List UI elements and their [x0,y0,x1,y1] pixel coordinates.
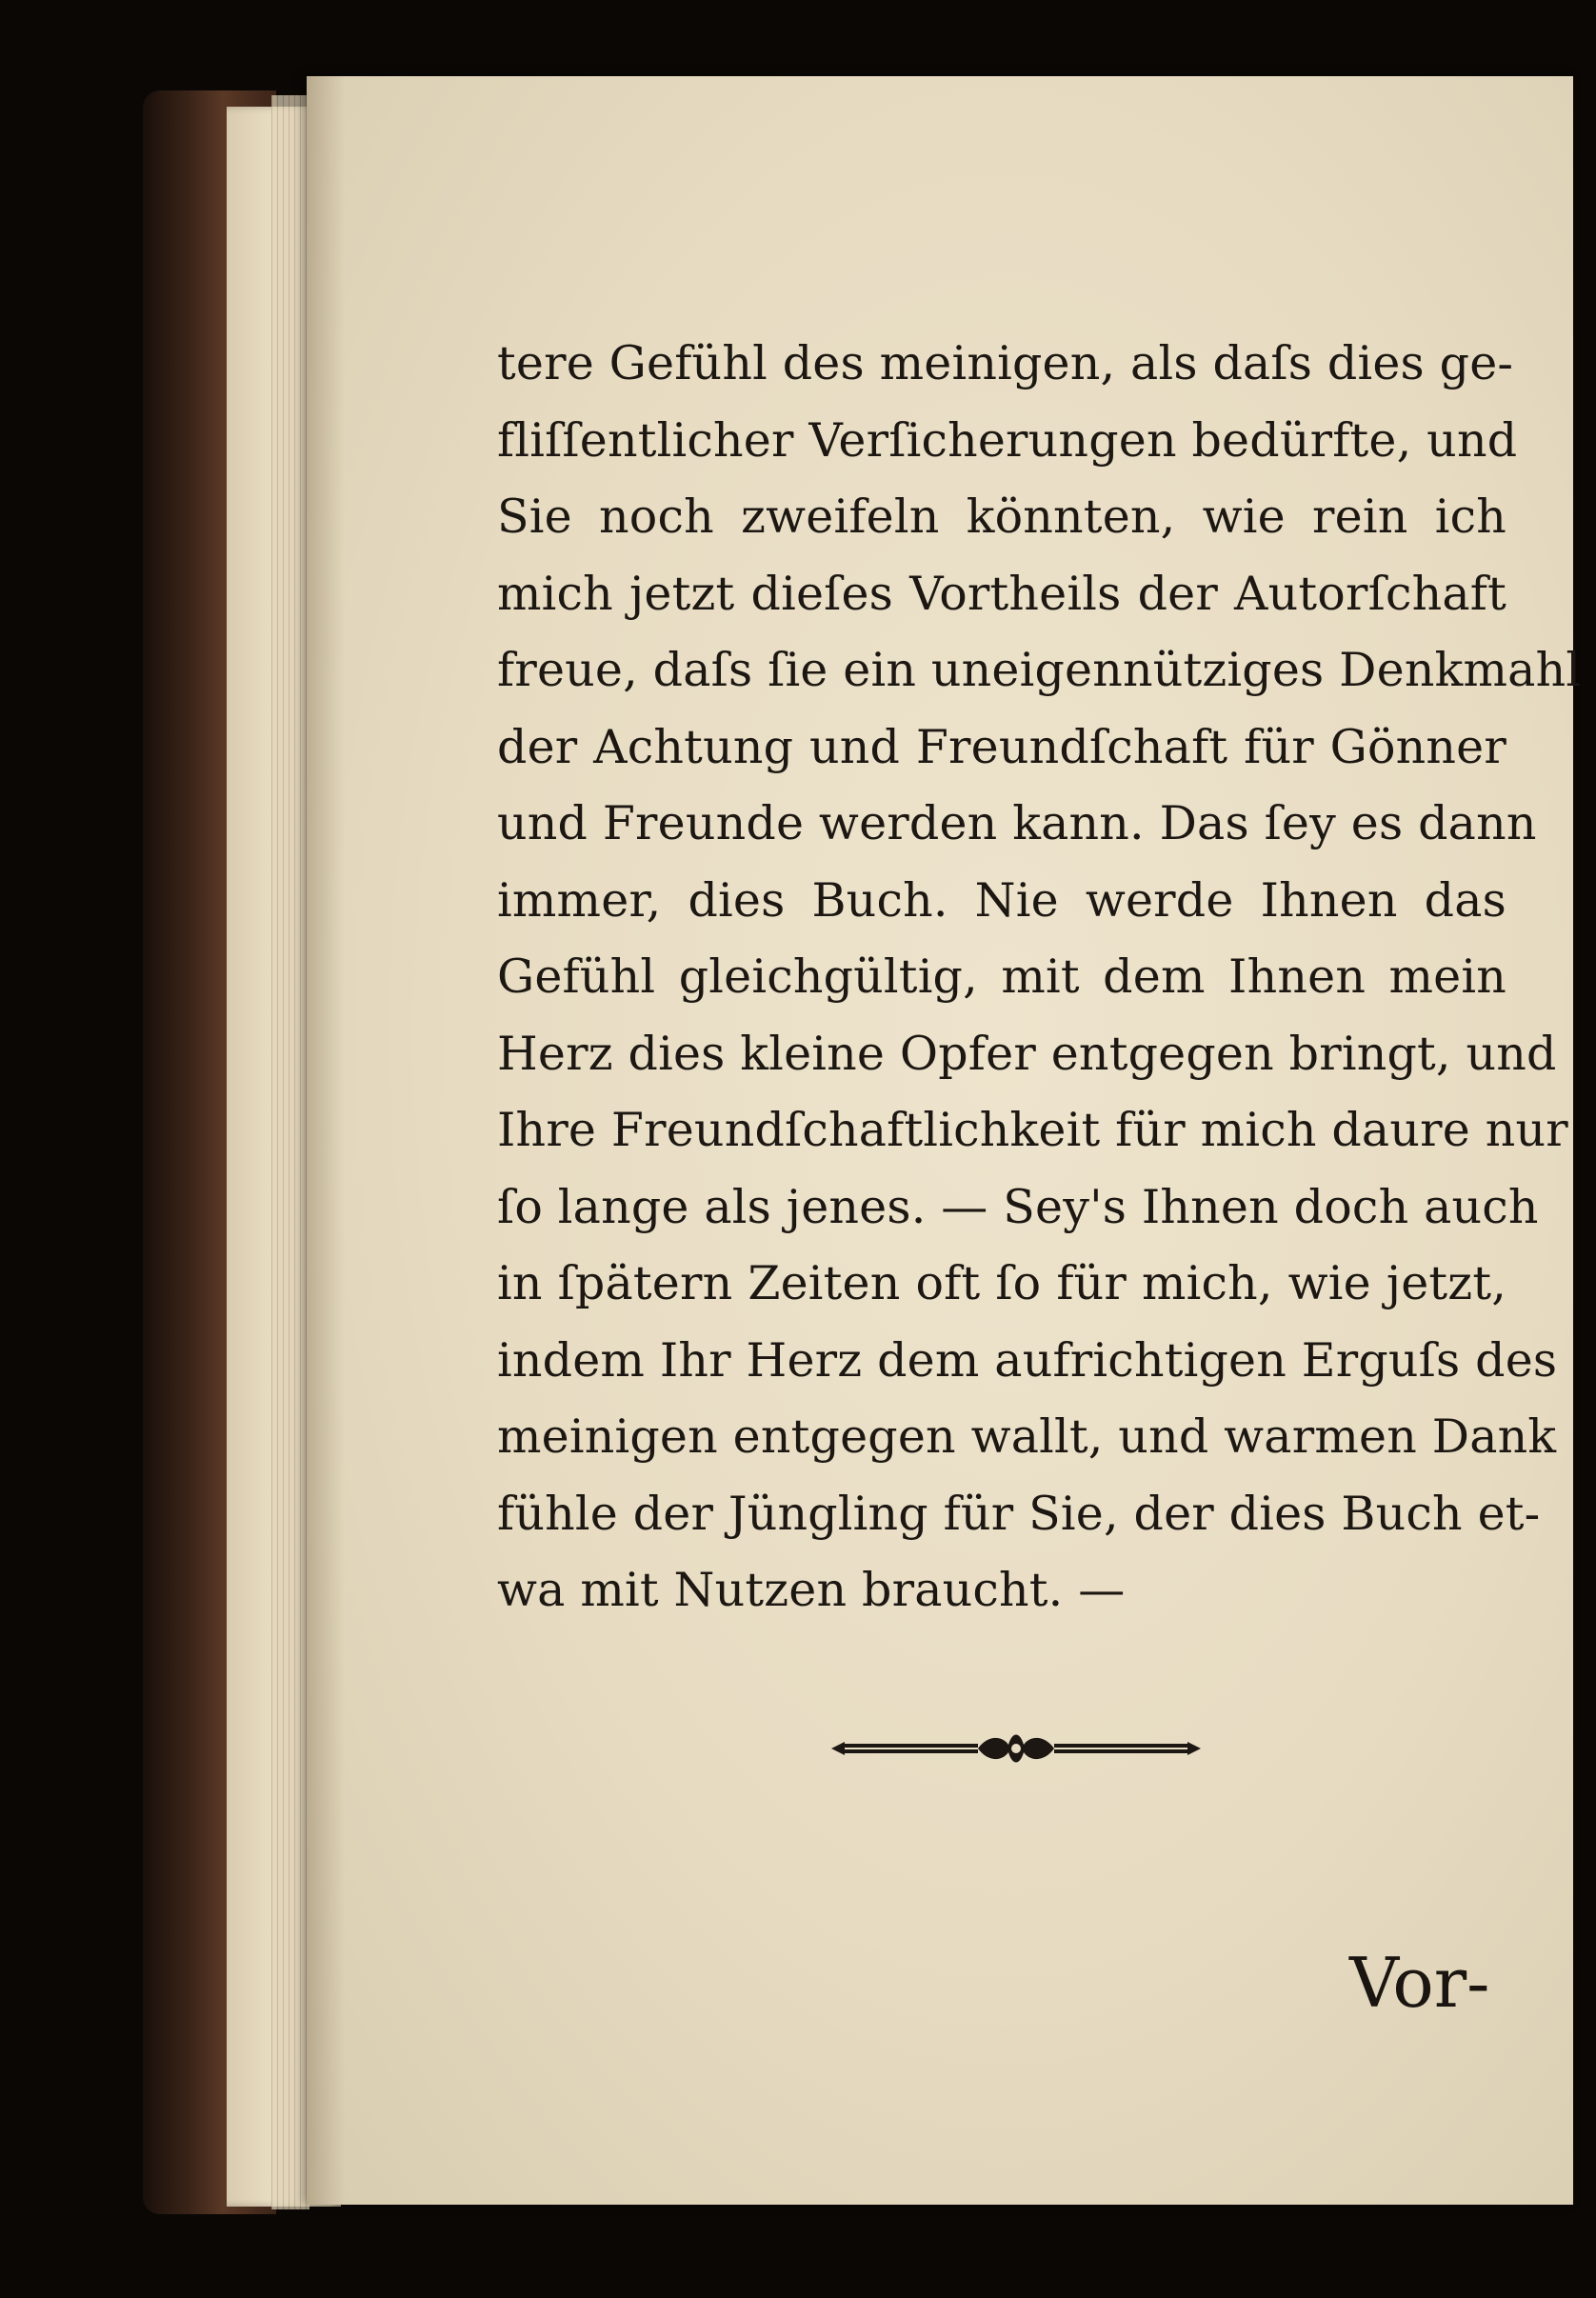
text-line: tere Gefühl des meinigen, als daſs dies ge- [497,336,1514,390]
text-line: und Freunde werden kann. Das ſey es dann [497,796,1537,850]
ornament-rule-icon [826,1728,1207,1769]
text-line: Sie noch zweifeln könnten, wie rein ich [497,490,1506,544]
text-line: indem Ihr Herz dem aufrichtigen Erguſs des [497,1332,1558,1388]
text-line: Gefühl gleichgültig, mit dem Ihnen mein [497,949,1506,1004]
text-line: in ſpätern Zeiten oft ſo für mich, wie jetzt, [497,1256,1506,1310]
text-line: fliſſentlicher Verſicherungen bedürfte, und [497,412,1518,468]
text-line: wa mit Nutzen braucht. — [497,1563,1126,1617]
text-line: Ihre Freundſchaftlichkeit für mich daure nur [497,1103,1568,1157]
text-line: freue, daſs ſie ein uneigennütziges Denkmahl [497,643,1582,697]
text-line: mich jetzt dieſes Vortheils der Autorſchaft [497,566,1506,621]
body-text [497,326,1582,1629]
text-line: immer, dies Buch. Nie werde Ihnen das [497,872,1506,928]
book-page [307,76,1582,2205]
page-edge-lines [271,95,309,2209]
catchword: Vor- [1349,1943,1490,2023]
text-line: der Achtung und Freundſchaft für Gönner [497,719,1506,774]
text-line: Herz dies kleine Opfer entgegen bringt, und [497,1026,1557,1081]
text-line: fühle der Jüngling für Sie, der dies Buch et- [497,1486,1541,1541]
text-line: ſo lange als jenes. — Sey's Ihnen doch auch [497,1179,1539,1234]
text-line: meinigen entgegen wallt, und warmen Dank [497,1409,1557,1464]
